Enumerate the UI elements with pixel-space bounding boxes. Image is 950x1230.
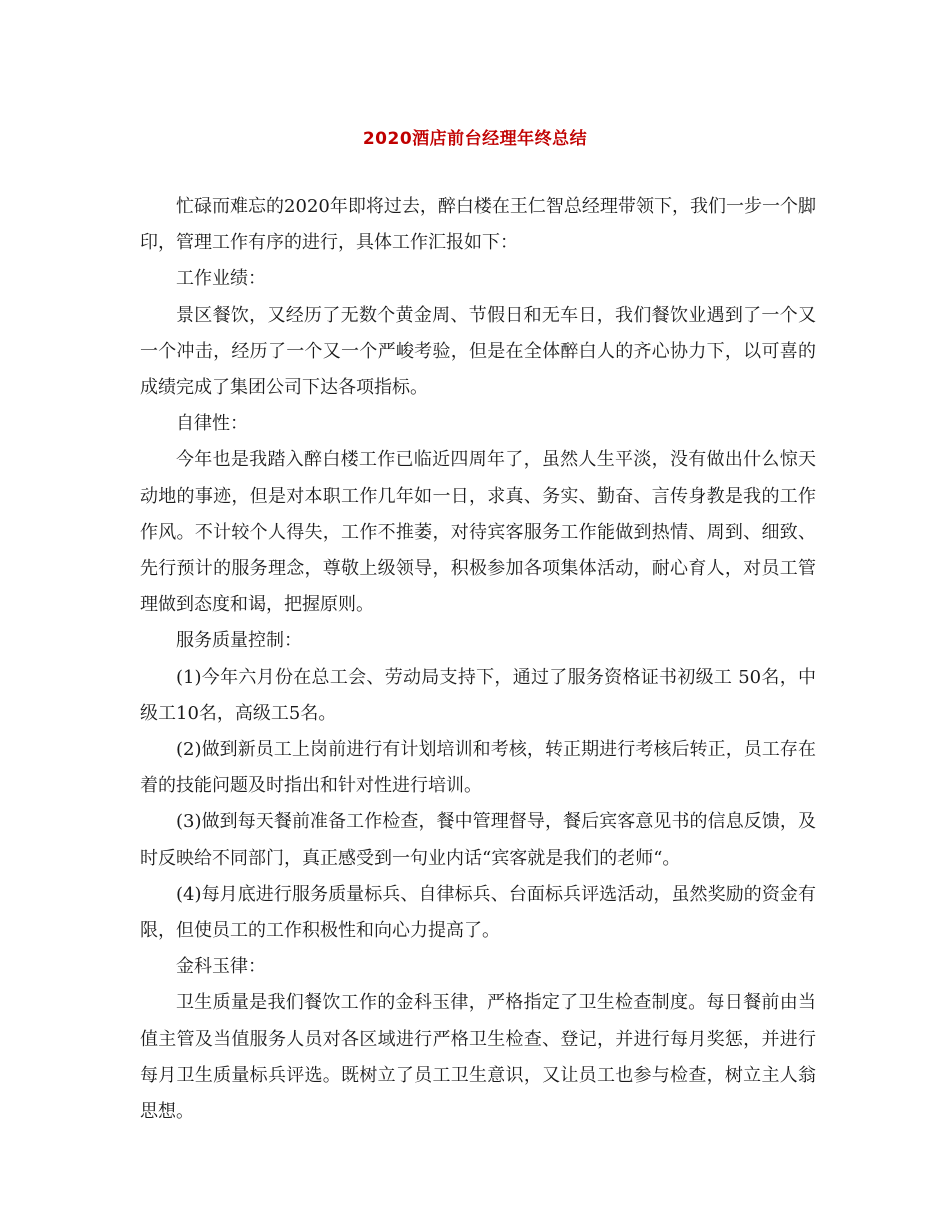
- heading-work-performance: 工作业绩：: [176, 268, 266, 290]
- paragraph-service-item-4: (4)每月底进行服务质量标兵、自律标兵、台面标兵评选活动，虽然奖励的资金有限，但使员工的工作积极性和向心力提高了。: [140, 883, 816, 942]
- paragraph-intro: 忙碌而难忘的2020年即将过去，醉白楼在王仁智总经理带领下，我们一步一个脚印，管理工作有序的进行，具体工作汇报如下：: [140, 196, 816, 254]
- paragraph-service-item-2: (2)做到新员工上岗前进行有计划培训和考核，转正期进行考核后转正，员工存在着的技能问题及时指出和针对性进行培训。: [140, 739, 816, 797]
- document-body: [140, 189, 816, 1130]
- paragraph-self-discipline: 今年也是我踏入醉白楼工作已临近四周年了，虽然人生平淡，没有做出什么惊天动地的事迹，但是对本职工作几年如一日，求真、务实、勤奋、言传身教是我的工作作风。不计较个人得失，工作不推萎，对待宾客服务工作能做到热情、周到、细致、先行预计的服务理念，尊敬上级领导，积极参加各项集体活动，耐心育人，对员工管理做到态度和谒，把握原则。: [140, 449, 816, 616]
- heading-golden-rule: 金科玉律：: [176, 956, 266, 978]
- paragraph-work-performance: 景区餐饮，又经历了无数个黄金周、节假日和无车日，我们餐饮业遇到了一个又一个冲击，经历了一个又一个严峻考验，但是在全体醉白人的齐心协力下，以可喜的成绩完成了集团公司下达各项指标。: [140, 304, 816, 399]
- heading-self-discipline: 自律性：: [176, 413, 248, 435]
- heading-service-quality: 服务质量控制：: [176, 630, 302, 652]
- paragraph-hygiene: 卫生质量是我们餐饮工作的金科玉律，严格指定了卫生检查制度。每日餐前由当值主管及当值服务人员对各区域进行严格卫生检查、登记，并进行每月奖惩，并进行每月卫生质量标兵评选。既树立了员工卫生意识，又让员工也参与检查，树立主人翁思想。: [140, 992, 816, 1123]
- paragraph-service-item-1: (1)今年六月份在总工会、劳动局支持下，通过了服务资格证书初级工 50名，中级工10名，高级工5名。: [140, 666, 816, 724]
- document-title: 2020酒店前台经理年终总结: [362, 129, 588, 149]
- paragraph-service-item-3: (3)做到每天餐前准备工作检查，餐中管理督导，餐后宾客意见书的信息反馈，及时反映给不同部门，真正感受到一句业内话“宾客就是我们的老师“。: [140, 811, 816, 869]
